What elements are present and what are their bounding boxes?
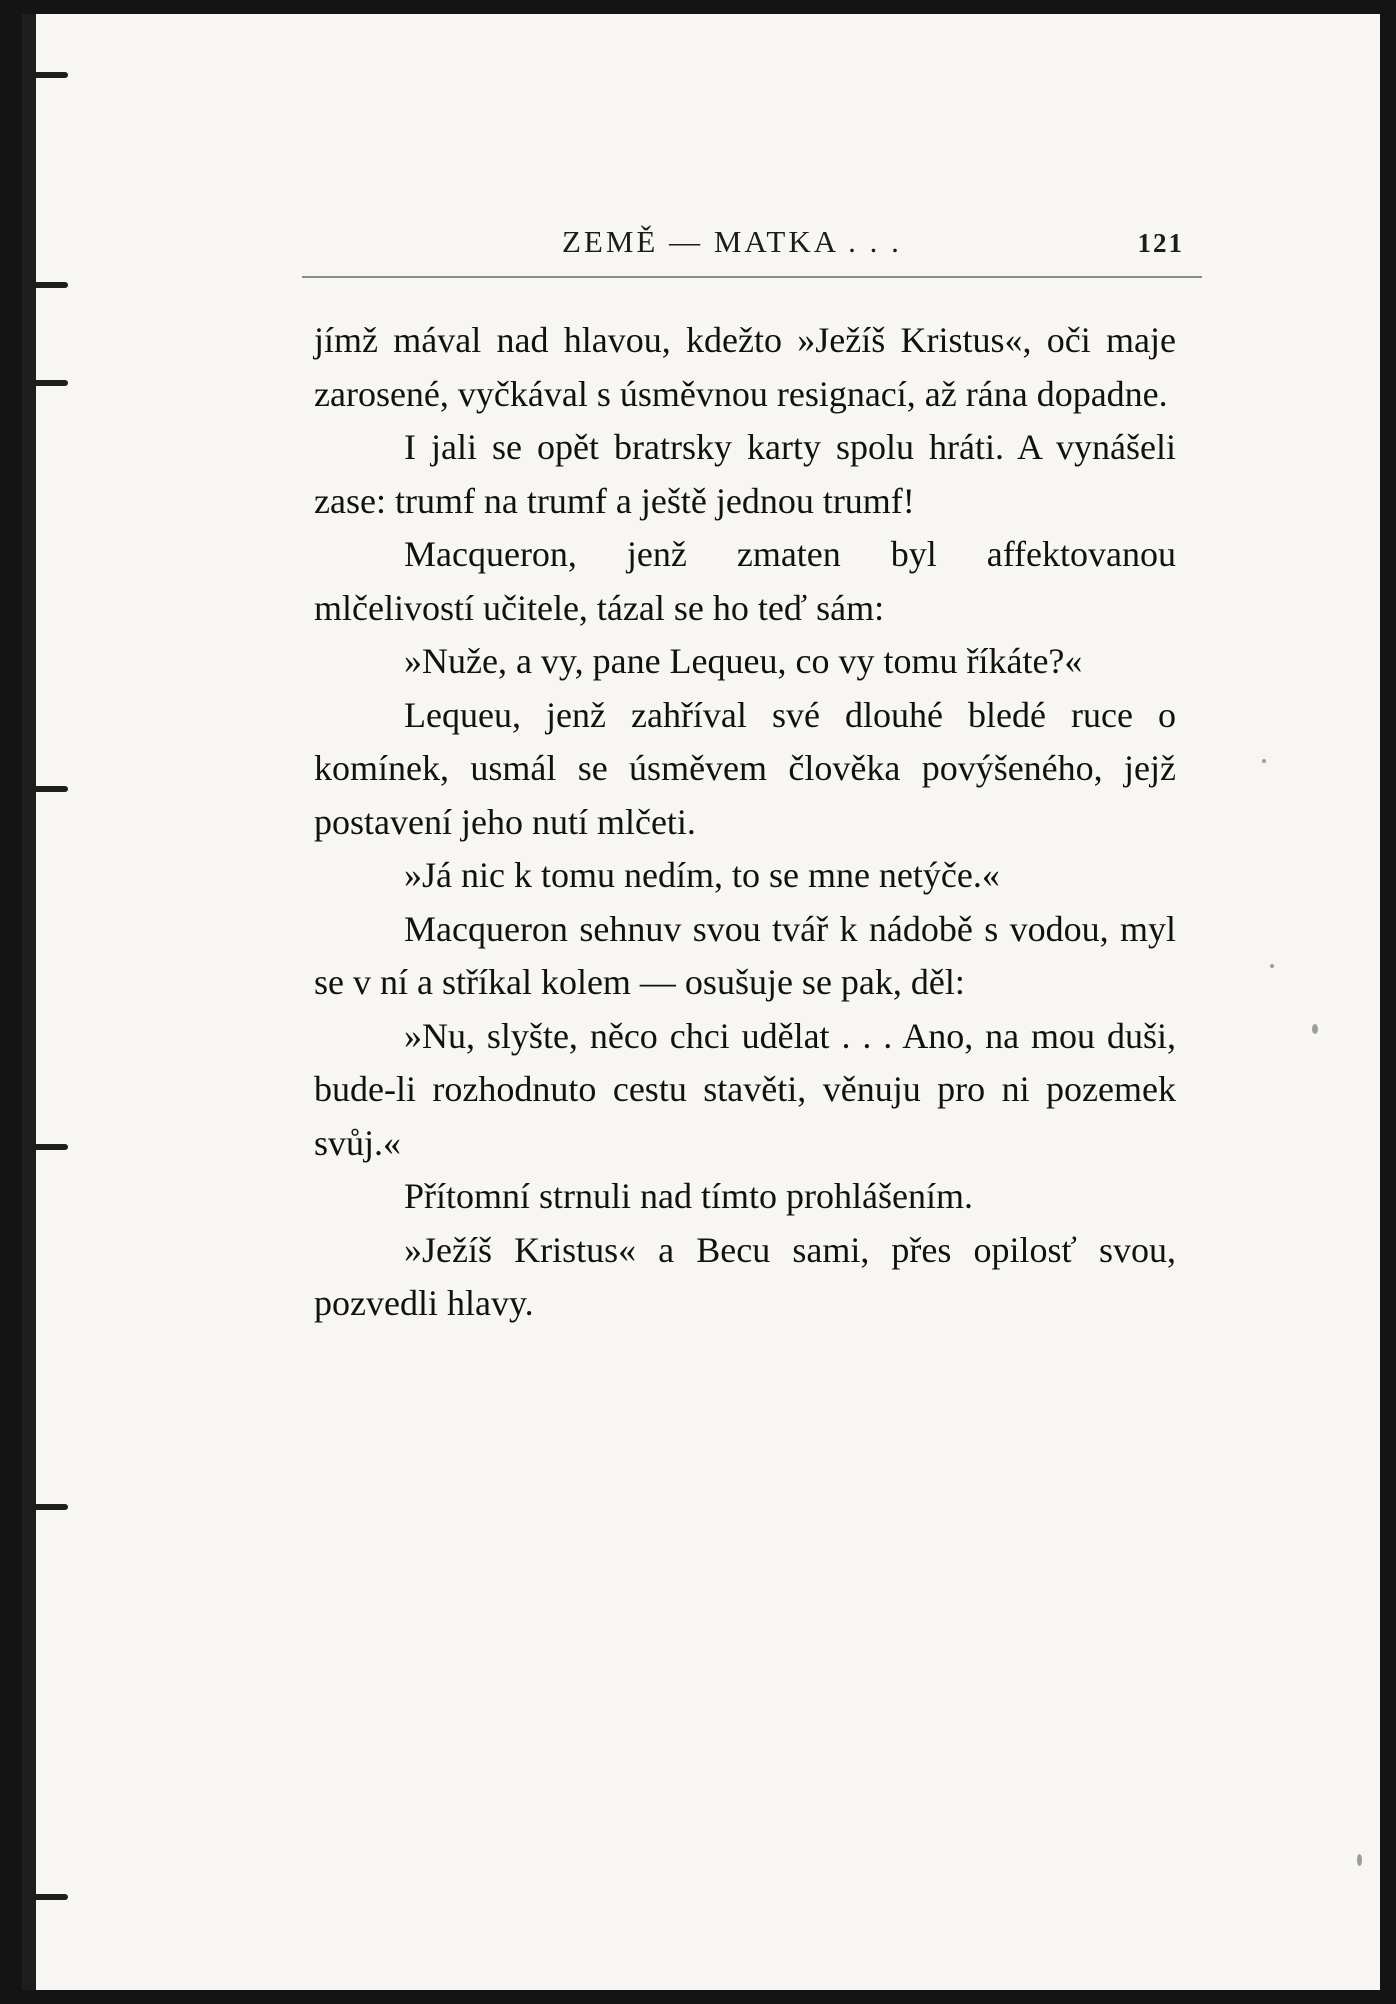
page-header: [302, 224, 1202, 274]
paragraph: »Já nic k tomu nedím, to se mne netýče.«: [404, 855, 1000, 895]
binding-stitch: [22, 1894, 68, 1900]
paper-speck: [1270, 964, 1274, 968]
paragraph: »Nu, slyšte, něco chci udělat . . . Ano, na mou duši, bude-li rozhodnuto cestu stavěti, věnuju pro ni pozemek svůj.«: [314, 1015, 1176, 1163]
page-number: 121: [1137, 228, 1184, 258]
book-page: [22, 14, 1380, 1990]
binding-stitch: [22, 282, 68, 288]
paragraph: Macqueron, jenž zmaten byl affektovanou mlčelivostí učitele, tázal se ho teď sám:: [314, 534, 1176, 628]
binding-stitch: [22, 1144, 68, 1150]
binding-stitch: [22, 786, 68, 792]
paper-speck: [1357, 1854, 1362, 1866]
paragraph: jímž mával nad hlavou, kdežto »Ježíš Kristus«, oči maje zarosené, vyčkával s úsměvnou resignací, až rána dopadne.: [314, 320, 1176, 414]
binding-stitch: [22, 1504, 68, 1510]
paper-speck: [1312, 1024, 1318, 1034]
header-rule: [302, 276, 1202, 278]
paragraph: I jali se opět bratrsky karty spolu hráti. A vynášeli zase: trumf na trumf a ještě jednou trumf!: [314, 427, 1176, 521]
paragraph: Lequeu, jenž zahříval své dlouhé bledé ruce o komínek, usmál se úsměvem člověka povýšeného, jejž postavení jeho nutí mlčeti.: [314, 694, 1176, 842]
binding-edge: [22, 14, 36, 1990]
paragraph: Přítomní strnuli nad tímto prohlášením.: [404, 1176, 973, 1216]
binding-stitch: [22, 380, 68, 386]
paragraph: Macqueron sehnuv svou tvář k nádobě s vodou, myl se v ní a stříkal kolem — osušuje se pak, děl:: [314, 908, 1176, 1002]
body-text: [314, 314, 1176, 1331]
paragraph: »Nuže, a vy, pane Lequeu, co vy tomu říkáte?«: [404, 641, 1083, 681]
paragraph: »Ježíš Kristus« a Becu sami, přes opilosť svou, pozvedli hlavy.: [314, 1229, 1176, 1323]
running-head: ZEMĚ — MATKA . . .: [562, 224, 902, 259]
paper-speck: [1262, 759, 1266, 763]
binding-stitch: [22, 72, 68, 78]
